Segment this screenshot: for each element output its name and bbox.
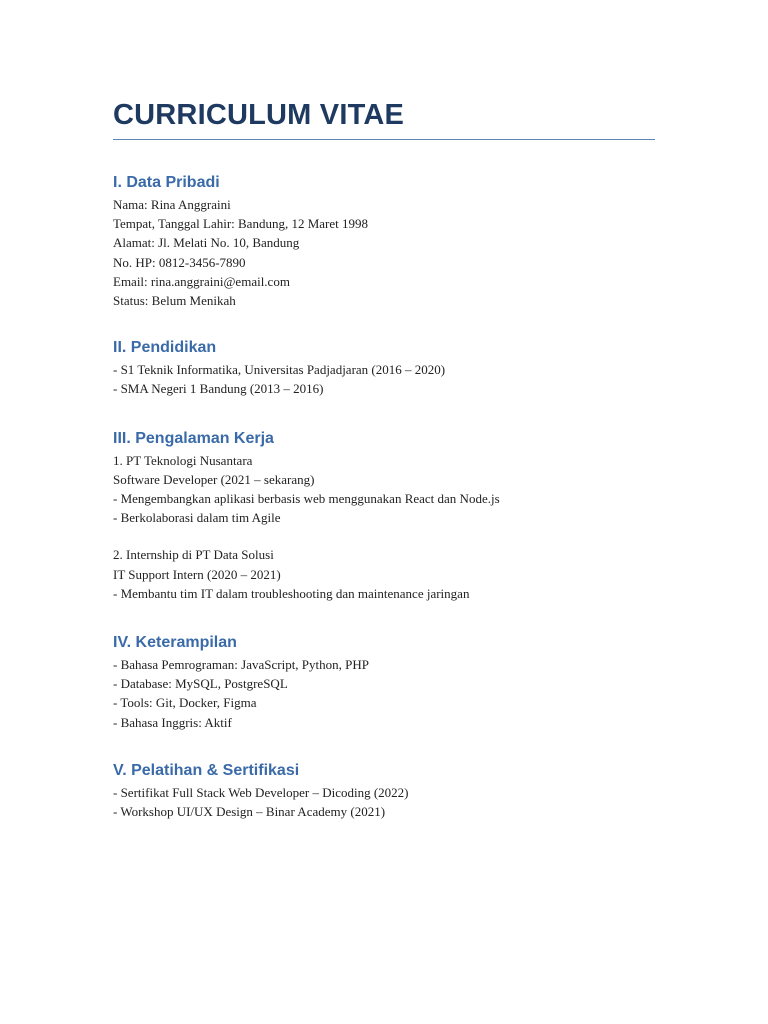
- skill-item: - Bahasa Pemrograman: JavaScript, Python, PHP: [113, 657, 369, 673]
- section-work-experience: [113, 428, 655, 603]
- job-entry: [113, 545, 655, 603]
- personal-status: Status: Belum Menikah: [113, 293, 236, 309]
- personal-address: Alamat: Jl. Melati No. 10, Bandung: [113, 235, 300, 251]
- section-education: [113, 337, 655, 398]
- personal-name: Nama: Rina Anggraini: [113, 197, 231, 212]
- cv-document: [113, 97, 655, 821]
- section-personal-data: [113, 172, 655, 310]
- certification-item: - Sertifikat Full Stack Web Developer – Dicoding (2022): [113, 784, 409, 800]
- section-training-certification: [113, 760, 655, 821]
- section-heading: III. Pengalaman Kerja: [113, 429, 274, 447]
- section-heading: V. Pelatihan & Sertifikasi: [113, 761, 300, 779]
- skill-item: - Tools: Git, Docker, Figma: [113, 695, 257, 711]
- personal-birth: Tempat, Tanggal Lahir: Bandung, 12 Maret 1998: [113, 216, 368, 232]
- education-item: - S1 Teknik Informatika, Universitas Padjadjaran (2016 – 2020): [113, 362, 446, 378]
- job-duty: - Membantu tim IT dalam troubleshooting dan maintenance jaringan: [113, 585, 470, 601]
- personal-email: Email: rina.anggraini@email.com: [113, 273, 290, 289]
- section-heading: I. Data Pribadi: [113, 174, 220, 191]
- job-company: 1. PT Teknologi Nusantara: [113, 452, 253, 468]
- personal-phone: No. HP: 0812-3456-7890: [113, 254, 246, 270]
- job-entry: [113, 451, 655, 528]
- section-skills: [113, 632, 655, 732]
- skill-item: - Database: MySQL, PostgreSQL: [113, 676, 288, 692]
- job-spacer: [113, 527, 655, 545]
- section-heading: IV. Keterampilan: [113, 634, 237, 652]
- education-item: - SMA Negeri 1 Bandung (2013 – 2016): [113, 381, 324, 397]
- job-duty: - Mengembangkan aplikasi berbasis web menggunakan React dan Node.js: [113, 491, 500, 507]
- section-heading: II. Pendidikan: [113, 339, 217, 357]
- job-role: Software Developer (2021 – sekarang): [113, 471, 315, 487]
- skill-item: - Bahasa Inggris: Aktif: [113, 714, 232, 730]
- job-duty: - Berkolaborasi dalam tim Agile: [113, 510, 281, 526]
- job-role: IT Support Intern (2020 – 2021): [113, 566, 281, 582]
- document-title: CURRICULUM VITAE: [113, 97, 655, 140]
- job-company: 2. Internship di PT Data Solusi: [113, 547, 274, 563]
- certification-item: - Workshop UI/UX Design – Binar Academy (2021): [113, 804, 386, 820]
